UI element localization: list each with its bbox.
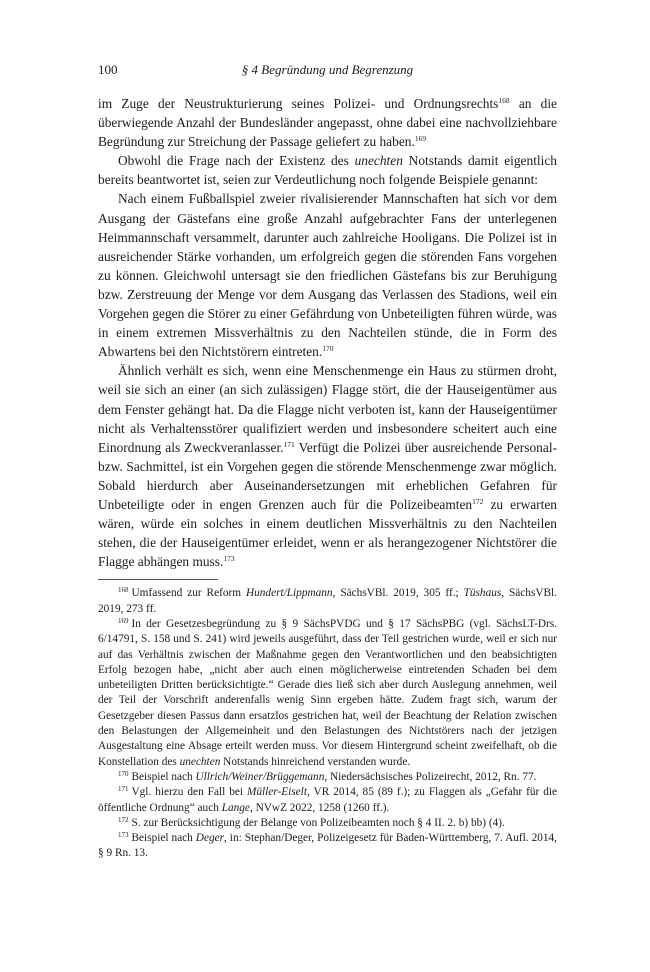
main-text [98, 94, 557, 571]
text-span: Beispiel nach [131, 770, 196, 783]
text-span: an die überwiegende Anzahl der Bundesländer angepasst, ohne dabei eine nachvollziehbare Begründung zur Streichung der Passage geliefert zu haben. [98, 96, 557, 150]
emphasis: unechten [354, 153, 403, 169]
footnote-ref-172: 172 [472, 496, 484, 506]
footnote-number: 169 [118, 616, 129, 625]
page-number: 100 [98, 62, 118, 77]
footnote-number: 170 [118, 769, 129, 778]
footnote-divider [98, 579, 218, 580]
text-span: Notstands hinreichend verstanden wurde. [220, 755, 411, 768]
footnote-ref-170: 170 [322, 344, 334, 354]
footnote-ref-168: 168 [498, 96, 510, 105]
text-span: zu erwarten wären, würde ein solches in einem deutlichen Missverhältnis zu den Nachteilen stehen, die der Hauseigentümer erleidet, wenn er als herangezogener Nichtstörer die Flagge abhängen muss. [98, 496, 557, 570]
paragraph-1 [98, 94, 557, 151]
text-span: , SächsVBl. 2019, 305 ff.; [332, 587, 464, 600]
paragraph-4 [98, 361, 557, 571]
emphasis: Hundert/Lippmann [245, 587, 333, 600]
text-span: Verfügt die Polizei über ausreichende Personal- bzw. Sachmittel, ist ein Vorgehen gegen die störende Menschenmenge zwar möglich. Sobald hierdurch aber Auseinandersetzungen mit erheblichen Gefahren für Unbeteiligte oder in engen Grenzen auch für die Polizeibeamten [98, 439, 557, 512]
emphasis: Lange [221, 801, 250, 814]
emphasis: unechten [179, 755, 221, 768]
text-span: , SächsVBl. 2019, 273 ff. [98, 587, 558, 615]
paragraph-3 [98, 189, 557, 361]
page-header [98, 62, 557, 82]
footnote-number: 172 [118, 815, 129, 824]
footnote-171 [98, 785, 557, 816]
text-span: Umfassend zur Reform [131, 587, 246, 600]
text-span: Notstands damit eigentlich bereits beantwortet ist, seien zur Verdeutlichung noch folgende Beispiele genannt: [98, 153, 557, 188]
text-span: S. zur Berücksichtigung der Belange von Polizeibeamten noch § 4 II. 2. b) bb) (4). [131, 816, 505, 829]
emphasis: Tüshaus [463, 587, 502, 600]
text-span: Obwohl die Frage nach der Existenz des [118, 153, 355, 169]
footnote-173 [98, 831, 557, 862]
footnote-170 [98, 770, 557, 785]
emphasis: Ullrich/Weiner/Brüggemann [195, 770, 325, 783]
text-span: , NVwZ 2022, 1258 (1260 ff.). [249, 801, 390, 814]
footnote-number: 168 [118, 586, 129, 595]
book-page [98, 62, 557, 862]
footnote-169 [98, 617, 557, 770]
paragraph-2 [98, 151, 557, 189]
footnote-number: 171 [118, 785, 129, 794]
text-span: Beispiel nach [131, 832, 196, 845]
footnotes [98, 586, 557, 861]
text-span: Nach einem Fußballspiel zweier rivalisierender Mannschaften hat sich vor dem Ausgang der Gästefans eine große Anzahl aufgebrachter Fans der unterlegenen Heimmannschaft versammelt, darunter auch zahlreiche Hooligans. Die Polizei ist in ausreichender Stärke vorhanden, um erfolgreich gegen die störenden Fans vorgehen zu können. Gleichwohl untersagt sie den friedlichen Gästefans bis zur Beruhigung bzw. Zerstreuung der Menge vor dem Ausgang das Verlassen des Stadions, weil ein Vorgehen gegen die Störer zu einer Gefährdung von Unbeteiligten führen würde, was in einem extremen Missverhältnis zu den Nachteilen stünde, die in Form des Abwartens bei den Nichtstörern eintreten. [98, 191, 557, 360]
text-span: im Zuge der Neustrukturierung seines Polizei- und Ordnungsrechts [98, 96, 499, 111]
text-span: Vgl. hierzu den Fall bei [131, 786, 247, 799]
footnote-number: 173 [118, 831, 129, 840]
footnote-168 [98, 586, 557, 617]
footnote-ref-173: 173 [223, 554, 235, 564]
text-span: In der Gesetzesbegründung zu § 9 SächsPVDG und § 17 SächsPBG (vgl. SächsLT-Drs. 6/14791, S. 158 und S. 241) wird jeweils ausgeführt, dass der Teil gestrichen wurde, weil er sich nur auf das Verhältnis zwischen der Maßnahme gegen den Verantwortlichen und den beabsichtigten Erfolg bezogen habe, „nicht aber auch einen möglicherweise eintretenden Schaden bei dem unbeteiligten Dritten berücksichtigte.“ Gerade dies ließ sich aber durch Auslegung annehmen, weil der Teil der Vorschrift anderenfalls wenig Sinn ergeben hätte. Zudem fragt sich, warum der Gesetzgeber diesen Passus dann ersatzlos gestrichen hat, weil der Beachtung der Relation zwischen den Belastungen der Allgemeinheit und den Belastungen des Nichtstörers nach der jetzigen Ausgestaltung eine Absage erteilt werden muss. Vor diesem Hintergrund scheint zweifelhaft, ob die Konstellation des [98, 617, 557, 768]
footnote-ref-171: 171 [283, 439, 295, 449]
text-span: , Niedersächsisches Polizeirecht, 2012, Rn. 77. [324, 770, 537, 783]
text-span: , VR 2014, 85 (89 f.); zu Flaggen als „Gefahr für die öffentliche Ordnung“ auch [98, 786, 557, 814]
running-title: § 4 Begründung und Begrenzung [241, 62, 414, 77]
emphasis: Müller-Eiselt [246, 786, 307, 799]
footnote-ref-169: 169 [414, 134, 427, 144]
footnote-172 [98, 816, 557, 831]
text-span: Ähnlich verhält es sich, wenn eine Menschenmenge ein Haus zu stürmen droht, weil sie sich an einer (an sich zulässigen) Flagge stört, die der Hauseigentümer aus dem Fenster gehängt hat. Da die Flagge nicht verboten ist, kann der Hauseigentümer nicht als Verhaltensstörer qualifiziert werden und insbesondere scheitert auch eine Einordnung als Zweckveranlasser. [98, 363, 557, 455]
emphasis: Deger [195, 832, 225, 845]
text-span: , in: Stephan/Deger, Polizeigesetz für Baden-Württemberg, 7. Aufl. 2014, § 9 Rn. 13. [98, 832, 557, 860]
